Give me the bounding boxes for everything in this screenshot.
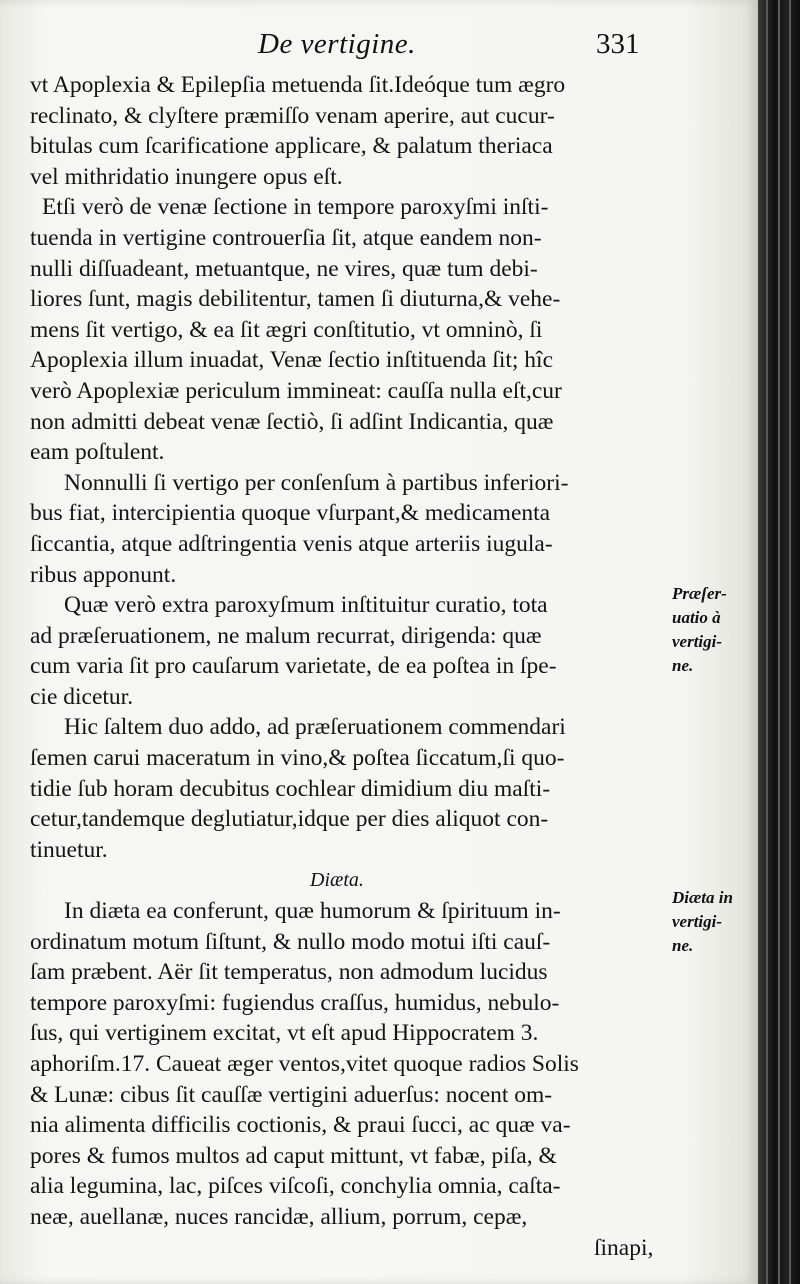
text-line: ſinapi, bbox=[594, 1234, 654, 1261]
text-line: cetur,tandemque deglutiatur,idque per dies aliquot con- bbox=[30, 806, 549, 833]
text-line: liores ſunt, magis debilitentur, tamen ſi diuturna,& vehe- bbox=[30, 286, 561, 313]
text-line: ſam præbent. Aër ſit temperatus, non admodum lucidus bbox=[30, 959, 548, 986]
margin-note-preservation bbox=[672, 582, 727, 678]
text-line: verò Apoplexiæ periculum immineat: cauſſa nulla eſt,cur bbox=[30, 377, 562, 404]
text-line: cum varia ſit pro cauſarum varietate, de ea poſtea in ſpe- bbox=[30, 653, 557, 680]
margin-note-line: uatio à bbox=[672, 608, 721, 627]
page-edge-strip bbox=[778, 0, 780, 1284]
margin-note-line: Diæta in bbox=[672, 888, 733, 907]
text-line: aphoriſm.17. Caueat æger ventos,vitet quoque radios Solis bbox=[30, 1051, 579, 1077]
text-line: ad præſeruationem, ne malum recurrat, dirigenda: quæ bbox=[30, 622, 542, 649]
margin-note-diet bbox=[672, 886, 733, 958]
text-line: Hic ſaltem duo addo, ad præſeruationem commendari bbox=[64, 714, 566, 741]
text-line: pores & fumos multos ad caput mittunt, vt fabæ, piſa, & bbox=[30, 1142, 557, 1169]
text-line: reclinato, & clyſtere præmiſſo venam aperire, aut cucur- bbox=[30, 102, 555, 129]
text-line: neæ, auellanæ, nuces rancidæ, allium, porrum, cepæ, bbox=[30, 1203, 528, 1230]
section-heading: Diæta. bbox=[310, 869, 364, 892]
body-text bbox=[30, 70, 670, 1263]
text-line: ordinatum motum ſiſtunt, & nullo modo motui iſti cauſ- bbox=[30, 928, 551, 955]
text-line: Etſi verò de venæ ſectione in tempore paroxyſmi inſti- bbox=[42, 194, 549, 221]
text-line: cie dicetur. bbox=[30, 683, 134, 710]
text-line: non admitti debeat venæ ſectiò, ſi adſint Indicantia, quæ bbox=[30, 408, 554, 435]
text-line: Nonnulli ſi vertigo per conſenſum à partibus inferiori- bbox=[64, 469, 569, 496]
text-line: bus fiat, intercipientia quoque vſurpant,& medicamenta bbox=[30, 500, 551, 527]
book-page-edge bbox=[758, 0, 800, 1284]
text-line: ribus apponunt. bbox=[30, 561, 177, 588]
text-line: Apoplexia illum inuadat, Venæ ſectio inſtituenda ſit; hîc bbox=[30, 347, 554, 374]
margin-note-line: vertigi- bbox=[672, 912, 723, 931]
text-line: & Lunæ: cibus ſit cauſſæ vertigini aduerſus: nocent om- bbox=[30, 1081, 553, 1108]
text-line: bitulas cum ſcarificatione applicare, & palatum theriaca bbox=[30, 133, 553, 160]
text-line: vt Apoplexia & Epilepſia metuenda ſit.Ideóque tum ægro bbox=[30, 72, 566, 98]
text-line: tinuetur. bbox=[30, 836, 108, 863]
page-edge-strip bbox=[789, 0, 791, 1284]
text-line: Quæ verò extra paroxyſmum inſtituitur curatio, tota bbox=[64, 592, 548, 619]
text-line: nulli diſſuadeant, metuantque, ne vires, quæ tum debi- bbox=[30, 255, 538, 282]
text-line: vel mithridatio inungere opus eſt. bbox=[30, 163, 343, 190]
text-line: alia legumina, lac, piſces viſcoſi, conchylia omnia, caſta- bbox=[30, 1173, 561, 1200]
running-title: De vertigine. bbox=[258, 28, 416, 60]
text-line: tempore paroxyſmi: fugiendus craſſus, humidus, nebulo- bbox=[30, 989, 560, 1016]
text-line: ſiccantia, atque adſtringentia venis atque arteriis iugula- bbox=[30, 530, 553, 557]
margin-note-line: Præſer- bbox=[672, 584, 727, 603]
text-line: tuenda in vertigine controuerſia ſit, atque eandem non- bbox=[30, 224, 542, 251]
page-number: 331 bbox=[596, 28, 640, 60]
margin-note-line: ne. bbox=[672, 936, 694, 955]
text-line: In diæta ea conferunt, quæ humorum & ſpirituum in- bbox=[64, 898, 561, 925]
text-line: nia alimenta difficilis coctionis, & praui ſucci, ac quæ va- bbox=[30, 1112, 571, 1139]
margin-note-line: ne. bbox=[672, 656, 694, 675]
text-line: mens ſit vertigo, & ea ſit ægri conſtitutio, vt omninò, ſi bbox=[30, 316, 543, 343]
page-edge-strip bbox=[766, 0, 768, 1284]
margin-note-line: vertigi- bbox=[672, 632, 723, 651]
text-line: ſus, qui vertiginem excitat, vt eſt apud Hippocratem 3. bbox=[30, 1020, 539, 1047]
text-line: eam poſtulent. bbox=[30, 439, 165, 466]
text-line: ſemen carui maceratum in vino,& poſtea ſiccatum,ſi quo- bbox=[30, 745, 565, 772]
page-header bbox=[0, 28, 758, 68]
text-line: tidie ſub horam decubitus cochlear dimidium diu maſti- bbox=[30, 775, 551, 802]
